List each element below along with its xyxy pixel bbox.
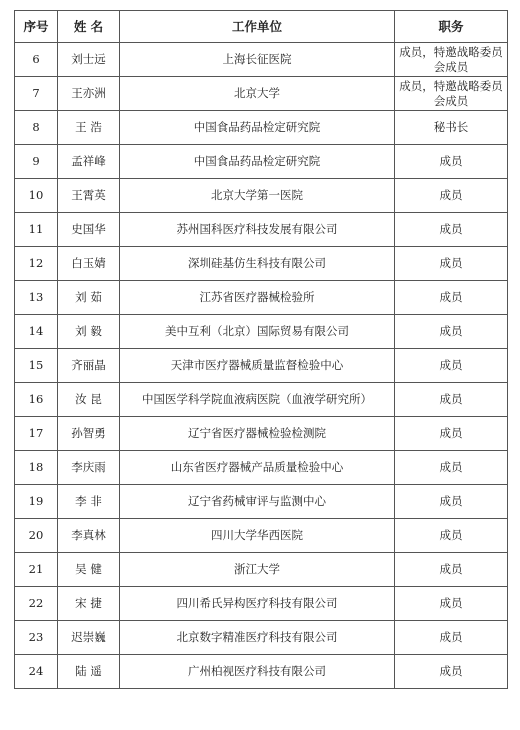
cell-unit: 中国食品药品检定研究院 xyxy=(120,145,395,179)
cell-role: 成员，特邀战略委员会成员 xyxy=(395,43,508,77)
cell-name: 王亦洲 xyxy=(58,77,120,111)
header-row xyxy=(15,11,508,43)
cell-no: 15 xyxy=(15,349,58,383)
cell-role: 成员 xyxy=(395,281,508,315)
cell-name: 刘 毅 xyxy=(58,315,120,349)
cell-name: 齐丽晶 xyxy=(58,349,120,383)
cell-role: 成员，特邀战略委员会成员 xyxy=(395,77,508,111)
cell-no: 20 xyxy=(15,519,58,553)
cell-unit: 江苏省医疗器械检验所 xyxy=(120,281,395,315)
cell-unit: 山东省医疗器械产品质量检验中心 xyxy=(120,451,395,485)
cell-unit: 中国医学科学院血液病医院（血液学研究所） xyxy=(120,383,395,417)
cell-no: 24 xyxy=(15,655,58,689)
table-row xyxy=(15,43,508,77)
cell-no: 14 xyxy=(15,315,58,349)
cell-role: 成员 xyxy=(395,383,508,417)
cell-no: 21 xyxy=(15,553,58,587)
table-row xyxy=(15,655,508,689)
cell-no: 10 xyxy=(15,179,58,213)
cell-role: 成员 xyxy=(395,417,508,451)
table-row xyxy=(15,77,508,111)
cell-name: 孟祥峰 xyxy=(58,145,120,179)
table-row xyxy=(15,315,508,349)
cell-no: 19 xyxy=(15,485,58,519)
cell-no: 13 xyxy=(15,281,58,315)
cell-name: 刘 茹 xyxy=(58,281,120,315)
cell-name: 王 浩 xyxy=(58,111,120,145)
cell-role: 成员 xyxy=(395,349,508,383)
cell-unit: 中国食品药品检定研究院 xyxy=(120,111,395,145)
cell-role: 成员 xyxy=(395,145,508,179)
cell-name: 陆 遥 xyxy=(58,655,120,689)
cell-name: 李 非 xyxy=(58,485,120,519)
table-row xyxy=(15,621,508,655)
table-row xyxy=(15,179,508,213)
cell-name: 李庆雨 xyxy=(58,451,120,485)
cell-unit: 辽宁省医疗器械检验检测院 xyxy=(120,417,395,451)
cell-role: 成员 xyxy=(395,315,508,349)
cell-role: 成员 xyxy=(395,247,508,281)
cell-name: 汝 昆 xyxy=(58,383,120,417)
cell-no: 22 xyxy=(15,587,58,621)
cell-unit: 北京大学第一医院 xyxy=(120,179,395,213)
cell-unit: 四川希氏异构医疗科技有限公司 xyxy=(120,587,395,621)
cell-role: 成员 xyxy=(395,587,508,621)
table-row xyxy=(15,281,508,315)
header-role: 职务 xyxy=(395,11,508,43)
header-unit: 工作单位 xyxy=(120,11,395,43)
cell-role: 成员 xyxy=(395,621,508,655)
cell-no: 7 xyxy=(15,77,58,111)
cell-name: 王霄英 xyxy=(58,179,120,213)
cell-no: 9 xyxy=(15,145,58,179)
cell-unit: 四川大学华西医院 xyxy=(120,519,395,553)
cell-name: 吴 健 xyxy=(58,553,120,587)
table-body xyxy=(15,43,508,689)
cell-no: 18 xyxy=(15,451,58,485)
cell-unit: 北京数字精准医疗科技有限公司 xyxy=(120,621,395,655)
cell-role: 成员 xyxy=(395,451,508,485)
cell-name: 李真林 xyxy=(58,519,120,553)
cell-name: 刘士远 xyxy=(58,43,120,77)
header-no: 序号 xyxy=(15,11,58,43)
cell-no: 8 xyxy=(15,111,58,145)
cell-unit: 北京大学 xyxy=(120,77,395,111)
cell-role: 成员 xyxy=(395,553,508,587)
table-row xyxy=(15,145,508,179)
cell-unit: 天津市医疗器械质量监督检验中心 xyxy=(120,349,395,383)
cell-unit: 深圳硅基仿生科技有限公司 xyxy=(120,247,395,281)
cell-no: 12 xyxy=(15,247,58,281)
cell-no: 17 xyxy=(15,417,58,451)
cell-name: 宋 捷 xyxy=(58,587,120,621)
table-row xyxy=(15,485,508,519)
cell-role: 成员 xyxy=(395,485,508,519)
table-row xyxy=(15,451,508,485)
cell-name: 史国华 xyxy=(58,213,120,247)
cell-unit: 上海长征医院 xyxy=(120,43,395,77)
cell-no: 6 xyxy=(15,43,58,77)
table-row xyxy=(15,213,508,247)
cell-unit: 广州柏视医疗科技有限公司 xyxy=(120,655,395,689)
cell-role: 秘书长 xyxy=(395,111,508,145)
cell-role: 成员 xyxy=(395,179,508,213)
table-row xyxy=(15,553,508,587)
cell-no: 23 xyxy=(15,621,58,655)
cell-name: 孙智勇 xyxy=(58,417,120,451)
cell-name: 白玉婧 xyxy=(58,247,120,281)
cell-unit: 辽宁省药械审评与监测中心 xyxy=(120,485,395,519)
cell-unit: 苏州国科医疗科技发展有限公司 xyxy=(120,213,395,247)
member-table xyxy=(14,10,508,689)
cell-role: 成员 xyxy=(395,655,508,689)
cell-role: 成员 xyxy=(395,213,508,247)
cell-role: 成员 xyxy=(395,519,508,553)
header-name: 姓 名 xyxy=(58,11,120,43)
cell-no: 16 xyxy=(15,383,58,417)
cell-unit: 浙江大学 xyxy=(120,553,395,587)
table-row xyxy=(15,247,508,281)
table-row xyxy=(15,587,508,621)
cell-name: 迟崇巍 xyxy=(58,621,120,655)
table-row xyxy=(15,349,508,383)
cell-unit: 美中互利（北京）国际贸易有限公司 xyxy=(120,315,395,349)
table-row xyxy=(15,383,508,417)
table-row xyxy=(15,519,508,553)
table-row xyxy=(15,417,508,451)
table-row xyxy=(15,111,508,145)
cell-no: 11 xyxy=(15,213,58,247)
